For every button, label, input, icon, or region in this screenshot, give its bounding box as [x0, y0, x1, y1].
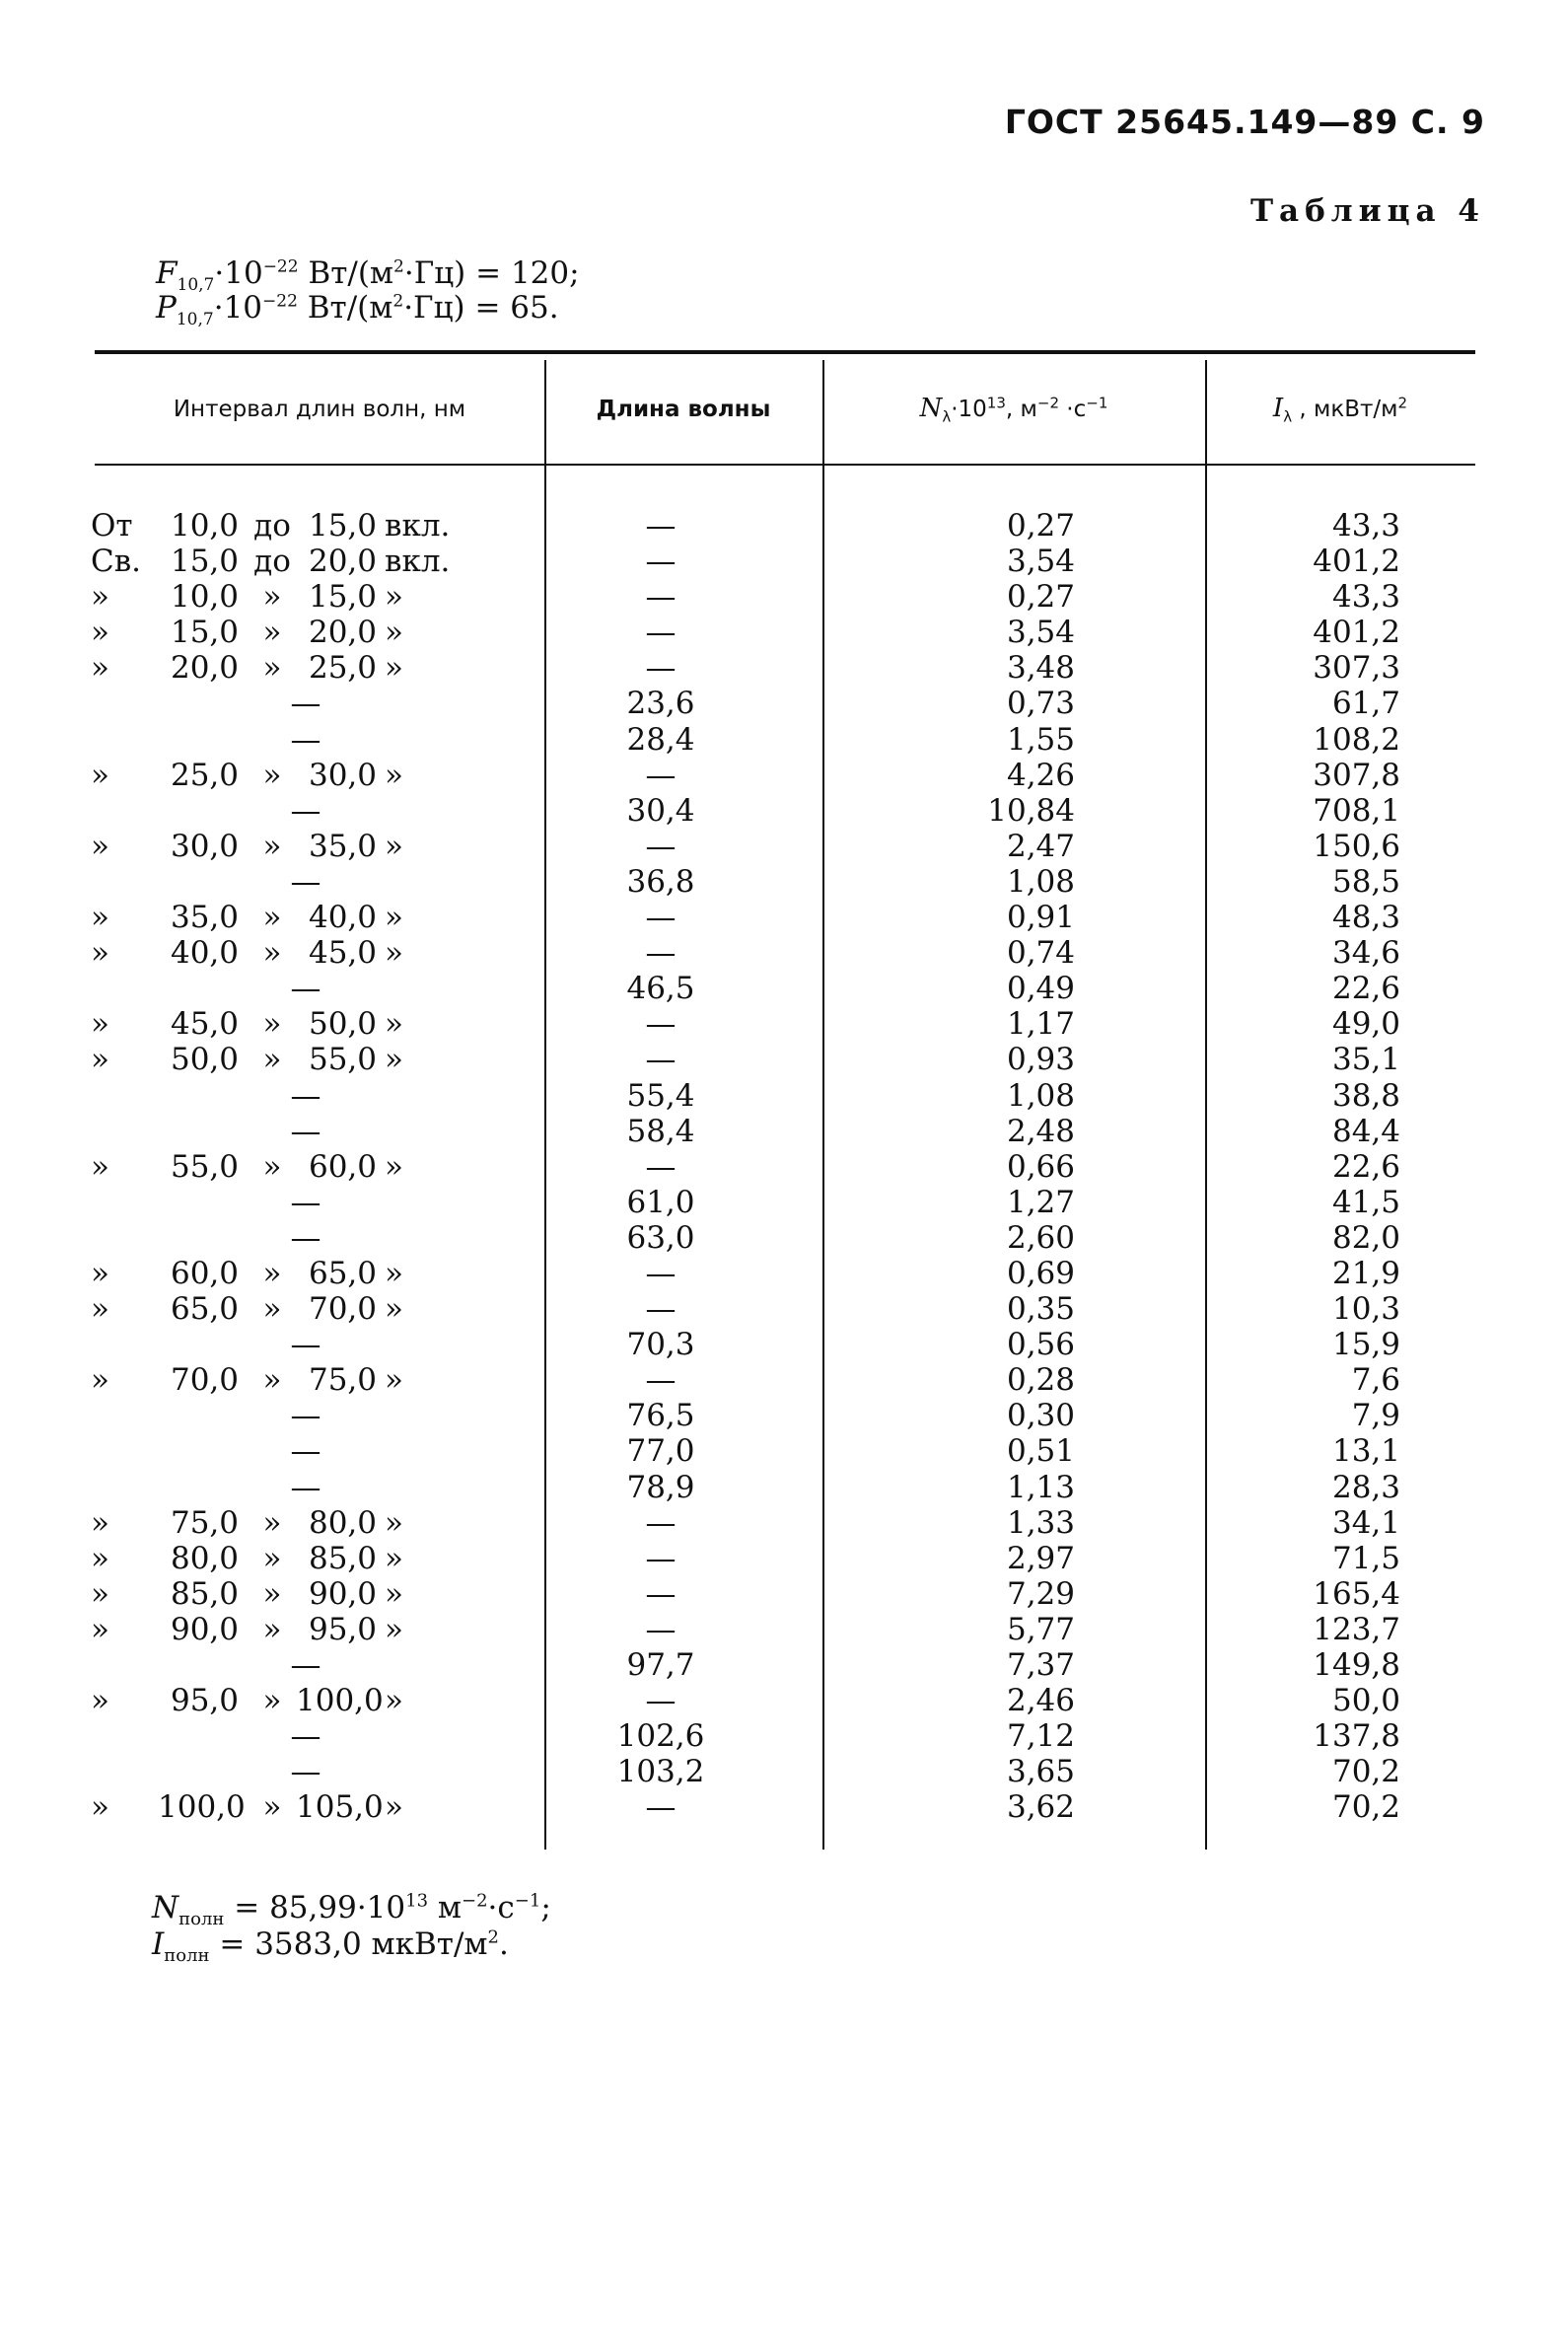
i-lambda-cell: 34,1 — [1331, 1504, 1400, 1541]
interval-from: 40,0 — [170, 935, 239, 972]
table-row — [0, 1185, 1568, 1220]
interval-prefix: » — [91, 1789, 109, 1826]
wavelength-cell: — — [645, 508, 677, 544]
n-lambda-cell: 0,49 — [1006, 971, 1075, 1007]
n-lambda-cell: 0,51 — [1006, 1433, 1075, 1470]
interval-separator: до — [253, 544, 291, 580]
table-row — [0, 1398, 1568, 1433]
n-lambda-cell: 7,12 — [1006, 1718, 1075, 1755]
n-lambda-cell: 0,27 — [1006, 579, 1075, 616]
interval-to: 20,0 — [308, 615, 377, 651]
n-lambda-cell: 0,74 — [1006, 935, 1075, 972]
table-row — [0, 1576, 1568, 1612]
interval-dash: — — [290, 1469, 321, 1505]
interval-separator: » — [262, 1575, 282, 1612]
interval-to: 60,0 — [308, 1148, 377, 1185]
i-lambda-cell: 137,8 — [1313, 1718, 1400, 1755]
table-row — [0, 508, 1568, 544]
n-lambda-cell: 2,46 — [1006, 1683, 1075, 1719]
interval-prefix: » — [91, 1683, 109, 1719]
interval-from: 60,0 — [170, 1255, 239, 1291]
n-lambda-cell: 2,97 — [1006, 1540, 1075, 1576]
wavelength-cell: 77,0 — [626, 1433, 695, 1470]
i-lambda-cell: 22,6 — [1331, 971, 1400, 1007]
interval-separator: » — [262, 579, 282, 616]
interval-separator: » — [262, 828, 282, 864]
interval-suffix: » — [385, 1540, 403, 1576]
interval-from: 90,0 — [170, 1611, 239, 1647]
wavelength-cell: — — [645, 1575, 677, 1612]
n-lambda-cell: 0,27 — [1006, 508, 1075, 544]
interval-separator: » — [262, 1006, 282, 1043]
interval-separator: » — [262, 1148, 282, 1185]
interval-dash: — — [290, 686, 321, 722]
interval-dash: — — [290, 1327, 321, 1363]
interval-suffix: » — [385, 615, 403, 651]
table-row — [0, 579, 1568, 615]
interval-prefix: » — [91, 935, 109, 972]
interval-from: 85,0 — [170, 1575, 239, 1612]
interval-from: 80,0 — [170, 1540, 239, 1576]
i-lambda-cell: 41,5 — [1331, 1184, 1400, 1220]
header-interval: Интервал длин волн, нм — [173, 397, 466, 422]
interval-separator: до — [253, 508, 291, 544]
interval-to: 15,0 — [308, 579, 377, 616]
wavelength-cell: 61,0 — [626, 1184, 695, 1220]
interval-from: 55,0 — [170, 1148, 239, 1185]
wavelength-cell: — — [645, 1042, 677, 1078]
table-row — [0, 1789, 1568, 1825]
table-row — [0, 793, 1568, 829]
interval-to: 85,0 — [308, 1540, 377, 1576]
interval-dash: — — [290, 1433, 321, 1470]
interval-prefix: » — [91, 1042, 109, 1078]
interval-dash: — — [290, 1113, 321, 1149]
interval-prefix: Св. — [91, 544, 142, 580]
table-row — [0, 1220, 1568, 1256]
table-row — [0, 615, 1568, 650]
wavelength-cell: — — [645, 1148, 677, 1185]
wavelength-cell: — — [645, 1362, 677, 1399]
interval-prefix: » — [91, 1362, 109, 1399]
wavelength-cell: — — [645, 1291, 677, 1328]
n-lambda-cell: 2,48 — [1006, 1113, 1075, 1149]
param-p107: $P_{10,7}\cdot 10^{-22}$ $Вт/(м^2\cdot Гц) = 65$. — [156, 290, 559, 330]
table-row — [0, 900, 1568, 935]
i-lambda-cell: 150,6 — [1313, 828, 1400, 864]
i-lambda-cell: 84,4 — [1331, 1113, 1400, 1149]
n-lambda-cell: 3,54 — [1006, 544, 1075, 580]
interval-separator: » — [262, 650, 282, 687]
interval-from: 15,0 — [170, 544, 239, 580]
table-row — [0, 686, 1568, 721]
interval-dash: — — [290, 1647, 321, 1683]
interval-to: 95,0 — [308, 1611, 377, 1647]
n-lambda-cell: 0,30 — [1006, 1398, 1075, 1434]
interval-prefix: От — [91, 508, 133, 544]
interval-suffix: » — [385, 1683, 403, 1719]
total-i: $I_{полн} = 3583,0$ мкВт/$м^2$. — [152, 1926, 509, 1967]
interval-prefix: » — [91, 1540, 109, 1576]
n-lambda-cell: 7,29 — [1006, 1575, 1075, 1612]
total-n: $N_{полн} = 85,99\cdot 10^{13}$ $м^{-2}\cdot с^{-1}$; — [152, 1890, 551, 1930]
table-row — [0, 1433, 1568, 1469]
interval-from: 10,0 — [170, 579, 239, 616]
interval-separator: » — [262, 900, 282, 936]
interval-suffix: » — [385, 1504, 403, 1541]
interval-suffix: вкл. — [385, 544, 451, 580]
interval-prefix: » — [91, 1148, 109, 1185]
interval-prefix: » — [91, 1611, 109, 1647]
interval-to: 105,0 — [296, 1789, 384, 1826]
interval-separator: » — [262, 615, 282, 651]
wavelength-cell: 36,8 — [626, 863, 695, 900]
n-lambda-cell: 0,91 — [1006, 900, 1075, 936]
interval-suffix: » — [385, 1042, 403, 1078]
param-f107: $F_{10,7}\cdot 10^{-22}$ $Вт/(м^2\cdot Гц) = 120$; — [156, 255, 580, 296]
i-lambda-cell: 10,3 — [1331, 1291, 1400, 1328]
interval-dash: — — [290, 1219, 321, 1256]
interval-to: 40,0 — [308, 900, 377, 936]
table-row — [0, 722, 1568, 758]
interval-to: 30,0 — [308, 757, 377, 793]
table-row — [0, 1149, 1568, 1185]
table-row — [0, 864, 1568, 900]
interval-separator: » — [262, 1362, 282, 1399]
n-lambda-cell: 1,13 — [1006, 1469, 1075, 1505]
header-wavelength: Длина волны — [596, 397, 771, 422]
interval-prefix: » — [91, 900, 109, 936]
table-caption: Таблица 4 — [1249, 193, 1485, 229]
interval-prefix: » — [91, 828, 109, 864]
interval-prefix: » — [91, 1291, 109, 1328]
n-lambda-cell: 1,33 — [1006, 1504, 1075, 1541]
wavelength-cell: 70,3 — [626, 1327, 695, 1363]
interval-to: 100,0 — [296, 1683, 384, 1719]
interval-suffix: » — [385, 900, 403, 936]
header-n-lambda: $N_\lambda\cdot 10^{13}$, $м^{-2} \cdot с^{-1}$ — [919, 393, 1108, 426]
interval-from: 10,0 — [170, 508, 239, 544]
interval-from: 20,0 — [170, 650, 239, 687]
n-lambda-cell: 0,69 — [1006, 1255, 1075, 1291]
wavelength-cell: — — [645, 935, 677, 972]
wavelength-cell: — — [645, 1540, 677, 1576]
i-lambda-cell: 401,2 — [1313, 615, 1400, 651]
n-lambda-cell: 2,60 — [1006, 1219, 1075, 1256]
i-lambda-cell: 149,8 — [1313, 1647, 1400, 1683]
interval-separator: » — [262, 1291, 282, 1328]
n-lambda-cell: 0,28 — [1006, 1362, 1075, 1399]
table-row — [0, 1291, 1568, 1327]
i-lambda-cell: 7,9 — [1351, 1398, 1400, 1434]
i-lambda-cell: 123,7 — [1313, 1611, 1400, 1647]
i-lambda-cell: 71,5 — [1331, 1540, 1400, 1576]
n-lambda-cell: 5,77 — [1006, 1611, 1075, 1647]
interval-prefix: » — [91, 650, 109, 687]
interval-suffix: » — [385, 650, 403, 687]
table-row — [0, 1612, 1568, 1647]
interval-suffix: » — [385, 1611, 403, 1647]
i-lambda-cell: 34,6 — [1331, 935, 1400, 972]
interval-to: 90,0 — [308, 1575, 377, 1612]
interval-to: 65,0 — [308, 1255, 377, 1291]
i-lambda-cell: 13,1 — [1331, 1433, 1400, 1470]
i-lambda-cell: 15,9 — [1331, 1327, 1400, 1363]
i-lambda-cell: 22,6 — [1331, 1148, 1400, 1185]
wavelength-cell: — — [645, 900, 677, 936]
i-lambda-cell: 61,7 — [1331, 686, 1400, 722]
interval-to: 25,0 — [308, 650, 377, 687]
interval-prefix: » — [91, 1255, 109, 1291]
table-row — [0, 1541, 1568, 1576]
interval-to: 50,0 — [308, 1006, 377, 1043]
table-row — [0, 1042, 1568, 1077]
wavelength-cell: — — [645, 828, 677, 864]
i-lambda-cell: 38,8 — [1331, 1077, 1400, 1114]
table-row — [0, 758, 1568, 793]
table-top-rule — [95, 350, 1475, 354]
i-lambda-cell: 307,8 — [1313, 757, 1400, 793]
table-row — [0, 935, 1568, 971]
n-lambda-cell: 3,65 — [1006, 1754, 1075, 1790]
i-lambda-cell: 58,5 — [1331, 863, 1400, 900]
interval-separator: » — [262, 757, 282, 793]
table-row — [0, 971, 1568, 1006]
wavelength-cell: 78,9 — [626, 1469, 695, 1505]
n-lambda-cell: 1,08 — [1006, 1077, 1075, 1114]
interval-separator: » — [262, 1042, 282, 1078]
wavelength-cell: — — [645, 650, 677, 687]
table-row — [0, 1647, 1568, 1683]
interval-from: 15,0 — [170, 615, 239, 651]
wavelength-cell: — — [645, 1504, 677, 1541]
i-lambda-cell: 108,2 — [1313, 721, 1400, 758]
interval-dash: — — [290, 863, 321, 900]
wavelength-cell: 23,6 — [626, 686, 695, 722]
interval-dash: — — [290, 1077, 321, 1114]
document-header: ГОСТ 25645.149—89 С. 9 — [1004, 103, 1485, 141]
interval-to: 55,0 — [308, 1042, 377, 1078]
interval-prefix: » — [91, 579, 109, 616]
i-lambda-cell: 50,0 — [1331, 1683, 1400, 1719]
wavelength-cell: 76,5 — [626, 1398, 695, 1434]
interval-to: 45,0 — [308, 935, 377, 972]
interval-to: 75,0 — [308, 1362, 377, 1399]
wavelength-cell: — — [645, 615, 677, 651]
interval-separator: » — [262, 1611, 282, 1647]
interval-separator: » — [262, 1540, 282, 1576]
n-lambda-cell: 3,54 — [1006, 615, 1075, 651]
interval-dash: — — [290, 1398, 321, 1434]
table-row — [0, 1470, 1568, 1505]
interval-from: 45,0 — [170, 1006, 239, 1043]
n-lambda-cell: 2,47 — [1006, 828, 1075, 864]
wavelength-cell: 55,4 — [626, 1077, 695, 1114]
i-lambda-cell: 21,9 — [1331, 1255, 1400, 1291]
i-lambda-cell: 708,1 — [1313, 792, 1400, 829]
i-lambda-cell: 307,3 — [1313, 650, 1400, 687]
n-lambda-cell: 0,66 — [1006, 1148, 1075, 1185]
i-lambda-cell: 43,3 — [1331, 508, 1400, 544]
i-lambda-cell: 7,6 — [1351, 1362, 1400, 1399]
table-row — [0, 1006, 1568, 1042]
interval-suffix: » — [385, 935, 403, 972]
table-row — [0, 544, 1568, 579]
interval-suffix: » — [385, 828, 403, 864]
wavelength-cell: 58,4 — [626, 1113, 695, 1149]
wavelength-cell: — — [645, 1255, 677, 1291]
interval-prefix: » — [91, 757, 109, 793]
interval-from: 65,0 — [170, 1291, 239, 1328]
interval-from: 50,0 — [170, 1042, 239, 1078]
wavelength-cell: 46,5 — [626, 971, 695, 1007]
interval-prefix: » — [91, 1575, 109, 1612]
interval-to: 80,0 — [308, 1504, 377, 1541]
i-lambda-cell: 35,1 — [1331, 1042, 1400, 1078]
table-row — [0, 1718, 1568, 1754]
wavelength-cell: 63,0 — [626, 1219, 695, 1256]
n-lambda-cell: 10,84 — [987, 792, 1075, 829]
n-lambda-cell: 0,93 — [1006, 1042, 1075, 1078]
i-lambda-cell: 28,3 — [1331, 1469, 1400, 1505]
wavelength-cell: 97,7 — [626, 1647, 695, 1683]
interval-from: 95,0 — [170, 1683, 239, 1719]
i-lambda-cell: 70,2 — [1331, 1789, 1400, 1826]
interval-dash: — — [290, 1754, 321, 1790]
table-row — [0, 829, 1568, 864]
interval-from: 30,0 — [170, 828, 239, 864]
wavelength-cell: — — [645, 1006, 677, 1043]
wavelength-cell: — — [645, 579, 677, 616]
table-row — [0, 1754, 1568, 1789]
n-lambda-cell: 0,56 — [1006, 1327, 1075, 1363]
n-lambda-cell: 1,55 — [1006, 721, 1075, 758]
interval-to: 35,0 — [308, 828, 377, 864]
interval-prefix: » — [91, 615, 109, 651]
interval-suffix: вкл. — [385, 508, 451, 544]
n-lambda-cell: 1,27 — [1006, 1184, 1075, 1220]
interval-suffix: » — [385, 1362, 403, 1399]
i-lambda-cell: 70,2 — [1331, 1754, 1400, 1790]
interval-dash: — — [290, 1718, 321, 1755]
wavelength-cell: — — [645, 1683, 677, 1719]
interval-separator: » — [262, 1789, 282, 1826]
wavelength-cell: — — [645, 757, 677, 793]
table-header-rule — [95, 464, 1475, 466]
interval-from: 100,0 — [158, 1789, 246, 1826]
wavelength-cell: — — [645, 544, 677, 580]
wavelength-cell: 30,4 — [626, 792, 695, 829]
interval-separator: » — [262, 935, 282, 972]
interval-prefix: » — [91, 1006, 109, 1043]
i-lambda-cell: 48,3 — [1331, 900, 1400, 936]
table-row — [0, 1114, 1568, 1149]
table-row — [0, 650, 1568, 686]
interval-from: 70,0 — [170, 1362, 239, 1399]
interval-dash: — — [290, 792, 321, 829]
interval-dash: — — [290, 721, 321, 758]
n-lambda-cell: 0,73 — [1006, 686, 1075, 722]
interval-to: 70,0 — [308, 1291, 377, 1328]
interval-suffix: » — [385, 579, 403, 616]
i-lambda-cell: 49,0 — [1331, 1006, 1400, 1043]
interval-to: 20,0 — [308, 544, 377, 580]
interval-suffix: » — [385, 1148, 403, 1185]
interval-from: 25,0 — [170, 757, 239, 793]
n-lambda-cell: 1,08 — [1006, 863, 1075, 900]
n-lambda-cell: 0,35 — [1006, 1291, 1075, 1328]
interval-dash: — — [290, 971, 321, 1007]
table-row — [0, 1078, 1568, 1114]
interval-suffix: » — [385, 1575, 403, 1612]
header-i-lambda: $I_\lambda$ , мкВт/$м^2$ — [1272, 393, 1408, 426]
interval-from: 35,0 — [170, 900, 239, 936]
i-lambda-cell: 43,3 — [1331, 579, 1400, 616]
interval-dash: — — [290, 1184, 321, 1220]
i-lambda-cell: 401,2 — [1313, 544, 1400, 580]
wavelength-cell: 103,2 — [616, 1754, 705, 1790]
wavelength-cell: 102,6 — [616, 1718, 705, 1755]
interval-separator: » — [262, 1504, 282, 1541]
i-lambda-cell: 82,0 — [1331, 1219, 1400, 1256]
i-lambda-cell: 165,4 — [1313, 1575, 1400, 1612]
interval-to: 15,0 — [308, 508, 377, 544]
n-lambda-cell: 3,48 — [1006, 650, 1075, 687]
n-lambda-cell: 1,17 — [1006, 1006, 1075, 1043]
interval-suffix: » — [385, 1255, 403, 1291]
interval-from: 75,0 — [170, 1504, 239, 1541]
interval-suffix: » — [385, 1006, 403, 1043]
wavelength-cell: — — [645, 1611, 677, 1647]
wavelength-cell: 28,4 — [626, 721, 695, 758]
interval-suffix: » — [385, 1291, 403, 1328]
interval-prefix: » — [91, 1504, 109, 1541]
interval-suffix: » — [385, 1789, 403, 1826]
wavelength-cell: — — [645, 1789, 677, 1826]
interval-separator: » — [262, 1255, 282, 1291]
n-lambda-cell: 4,26 — [1006, 757, 1075, 793]
n-lambda-cell: 7,37 — [1006, 1647, 1075, 1683]
interval-separator: » — [262, 1683, 282, 1719]
table-row — [0, 1256, 1568, 1291]
n-lambda-cell: 3,62 — [1006, 1789, 1075, 1826]
table-body — [0, 508, 1568, 1825]
table-row — [0, 1362, 1568, 1398]
table-row — [0, 1327, 1568, 1362]
interval-suffix: » — [385, 757, 403, 793]
table-row — [0, 1505, 1568, 1541]
table-row — [0, 1683, 1568, 1718]
